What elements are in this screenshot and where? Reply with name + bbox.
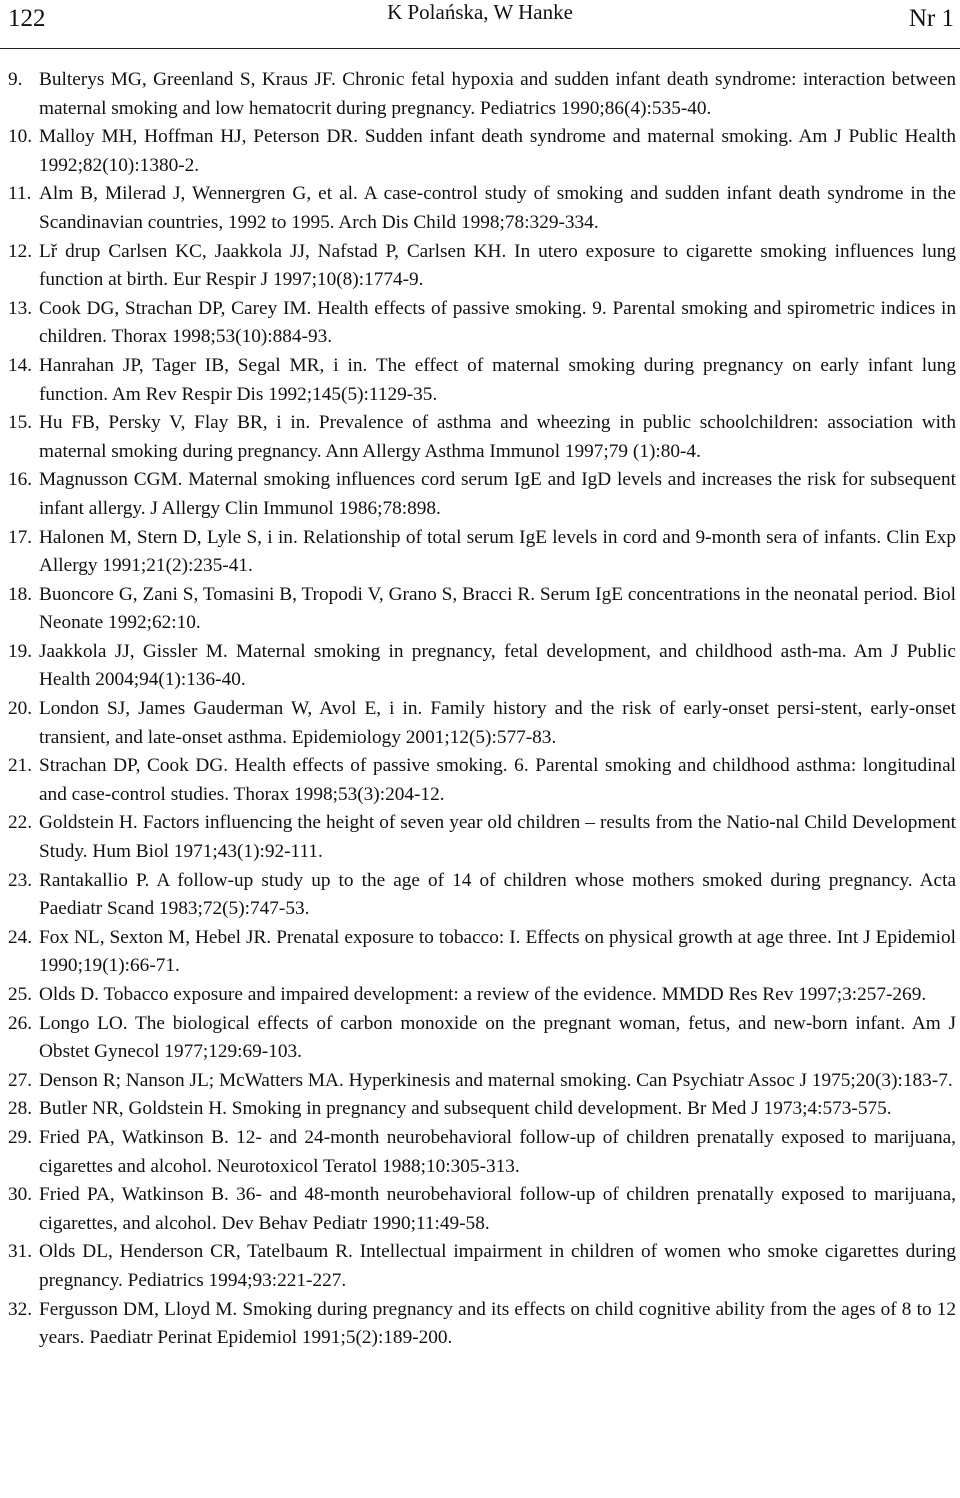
reference-text: Rantakallio P. A follow-up study up to the age of 14 of children whose mothers smoked during pregnancy. Acta Paediatr Scand 1983;72(5):747-53. — [39, 869, 956, 920]
reference-text: Fried PA, Watkinson B. 12- and 24-month neurobehavioral follow-up of children prenatally exposed to marijuana, cigarettes and alcohol. Neurotoxicol Teratol 1988;10:305-313. — [39, 1126, 956, 1177]
reference-item — [0, 66, 956, 123]
reference-item — [0, 1296, 956, 1353]
reference-text: Longo LO. The biological effects of carbon monoxide on the pregnant woman, fetus, and new-born infant. Am J Obstet Gynecol 1977;129:69-103. — [39, 1012, 956, 1063]
reference-number: 27. — [8, 1069, 33, 1091]
reference-text: Alm B, Milerad J, Wennergren G, et al. A case-control study of smoking and sudden infant death syndrome in the Scandinavian countries, 1992 to 1995. Arch Dis Child 1998;78:329-334. — [39, 183, 956, 233]
reference-number: 32. — [8, 1298, 33, 1320]
reference-text: Denson R; Nanson JL; McWatters MA. Hyperkinesis and maternal smoking. Can Psychiatr Assoc J 1975;20(3):183-7. — [39, 1069, 953, 1091]
reference-number: 11. — [8, 183, 32, 205]
reference-text: Goldstein H. Factors influencing the height of seven year old children – results from the Natio-nal Child Development Study. Hum Biol 1971;43(1):92-111. — [39, 812, 956, 863]
reference-text: Hanrahan JP, Tager IB, Segal MR, i in. The effect of maternal smoking during pregnancy on early infant lung function. Am Rev Respir Dis 1992;145(5):1129-35. — [39, 354, 956, 405]
reference-item — [0, 238, 956, 295]
reference-number: 16. — [8, 469, 33, 491]
reference-number: 18. — [8, 583, 33, 605]
reference-item — [0, 752, 956, 809]
reference-number: 26. — [8, 1012, 33, 1034]
reference-item — [0, 352, 956, 409]
reference-item — [0, 638, 956, 695]
reference-item — [0, 867, 956, 924]
reference-number: 13. — [8, 297, 33, 319]
reference-number: 21. — [8, 755, 33, 777]
reference-item — [0, 581, 956, 638]
reference-number: 12. — [8, 240, 33, 262]
reference-item — [0, 1124, 956, 1181]
running-head: K Polańska, W Hanke — [387, 0, 573, 24]
reference-text: Strachan DP, Cook DG. Health effects of passive smoking. 6. Parental smoking and childhood asthma: longitudinal and case-control studies. Thorax 1998;53(3):204-12. — [39, 755, 956, 805]
reference-item — [0, 123, 956, 180]
reference-number: 15. — [8, 412, 33, 434]
header-divider — [0, 48, 960, 49]
reference-item — [0, 1238, 956, 1295]
reference-number: 24. — [8, 926, 33, 948]
reference-number: 19. — [8, 640, 33, 662]
reference-text: London SJ, James Gauderman W, Avol E, i in. Family history and the risk of early-onset persi-stent, early-onset transient, and late-onset asthma. Epidemiology 2001;12(5):577-83. — [39, 698, 956, 748]
reference-number: 30. — [8, 1184, 33, 1206]
reference-text: Fergusson DM, Lloyd M. Smoking during pregnancy and its effects on child cognitive ability from the ages of 8 to 12 years. Paediatr Perinat Epidemiol 1991;5(2):189-200. — [39, 1298, 956, 1349]
reference-text: Jaakkola JJ, Gissler M. Maternal smoking in pregnancy, fetal development, and childhood asth-ma. Am J Public Health 2004;94(1):136-40. — [39, 640, 956, 691]
reference-number: 17. — [8, 526, 33, 548]
reference-number: 14. — [8, 354, 33, 376]
reference-number: 25. — [8, 984, 33, 1005]
reference-item — [0, 466, 956, 523]
reference-item — [0, 409, 956, 466]
reference-text: Olds DL, Henderson CR, Tatelbaum R. Intellectual impairment in children of women who smoke cigarettes during pregnancy. Pediatrics 1994;93:221-227. — [39, 1241, 956, 1291]
page-number: 122 — [8, 5, 46, 32]
reference-number: 29. — [8, 1126, 33, 1148]
reference-text: Magnusson CGM. Maternal smoking influences cord serum IgE and IgD levels and increases the risk for subsequent infant allergy. J Allergy Clin Immunol 1986;78:898. — [39, 469, 956, 519]
reference-item — [0, 524, 956, 581]
reference-item — [0, 1095, 956, 1124]
reference-number: 31. — [8, 1241, 33, 1263]
page-header — [0, 0, 960, 50]
reference-item — [0, 809, 956, 866]
reference-text: Halonen M, Stern D, Lyle S, i in. Relationship of total serum IgE levels in cord and 9-month sera of infants. Clin Exp Allergy 1991;21(2):235-41. — [39, 526, 956, 577]
reference-item — [0, 1010, 956, 1067]
reference-item — [0, 1067, 956, 1096]
reference-number: 10. — [8, 126, 33, 148]
reference-text: Hu FB, Persky V, Flay BR, i in. Prevalence of asthma and wheezing in public schoolchildren: association with maternal smoking during pregnancy. Ann Allergy Asthma Immunol 1997;79 (1):80-4. — [39, 412, 956, 462]
reference-number: 9. — [8, 69, 23, 90]
reference-text: Bulterys MG, Greenland S, Kraus JF. Chronic fetal hypoxia and sudden infant death syndrome: interaction between maternal smoking and low hematocrit during pregnancy. Pediatrics 1990;86(4):535-40. — [39, 69, 956, 119]
reference-text: Fox NL, Sexton M, Hebel JR. Prenatal exposure to tobacco: I. Effects on physical growth at age three. Int J Epidemiol 1990;19(1):66-71. — [39, 926, 956, 977]
reference-item — [0, 295, 956, 352]
reference-number: 22. — [8, 812, 33, 834]
reference-number: 23. — [8, 869, 33, 891]
reference-text: Malloy MH, Hoffman HJ, Peterson DR. Sudden infant death syndrome and maternal smoking. Am J Public Health 1992;82(10):1380-2. — [39, 126, 956, 176]
reference-text: Butler NR, Goldstein H. Smoking in pregnancy and subsequent child development. Br Med J 1973;4:573-575. — [39, 1098, 892, 1120]
reference-text: Buoncore G, Zani S, Tomasini B, Tropodi V, Grano S, Bracci R. Serum IgE concentrations in the neonatal period. Biol Neonate 1992;62:10. — [39, 583, 956, 634]
reference-text: Lř drup Carlsen KC, Jaakkola JJ, Nafstad P, Carlsen KH. In utero exposure to cigarette smoking influences lung function at birth. Eur Respir J 1997;10(8):1774-9. — [39, 240, 956, 291]
reference-item — [0, 695, 956, 752]
reference-list — [0, 66, 956, 1353]
reference-text: Fried PA, Watkinson B. 36- and 48-month neurobehavioral follow-up of children prenatally exposed to marijuana, cigarettes, and alcohol. Dev Behav Pediatr 1990;11:49-58. — [39, 1184, 956, 1234]
reference-text: Cook DG, Strachan DP, Carey IM. Health effects of passive smoking. 9. Parental smoking and spirometric indices in children. Thorax 1998;53(10):884-93. — [39, 297, 956, 348]
issue-number: Nr 1 — [908, 5, 954, 32]
reference-item — [0, 981, 956, 1010]
reference-number: 20. — [8, 698, 33, 720]
reference-text: Olds D. Tobacco exposure and impaired development: a review of the evidence. MMDD Res Rev 1997;3:257-269. — [39, 984, 927, 1005]
reference-item — [0, 924, 956, 981]
reference-item — [0, 180, 956, 237]
reference-item — [0, 1181, 956, 1238]
reference-number: 28. — [8, 1098, 33, 1120]
